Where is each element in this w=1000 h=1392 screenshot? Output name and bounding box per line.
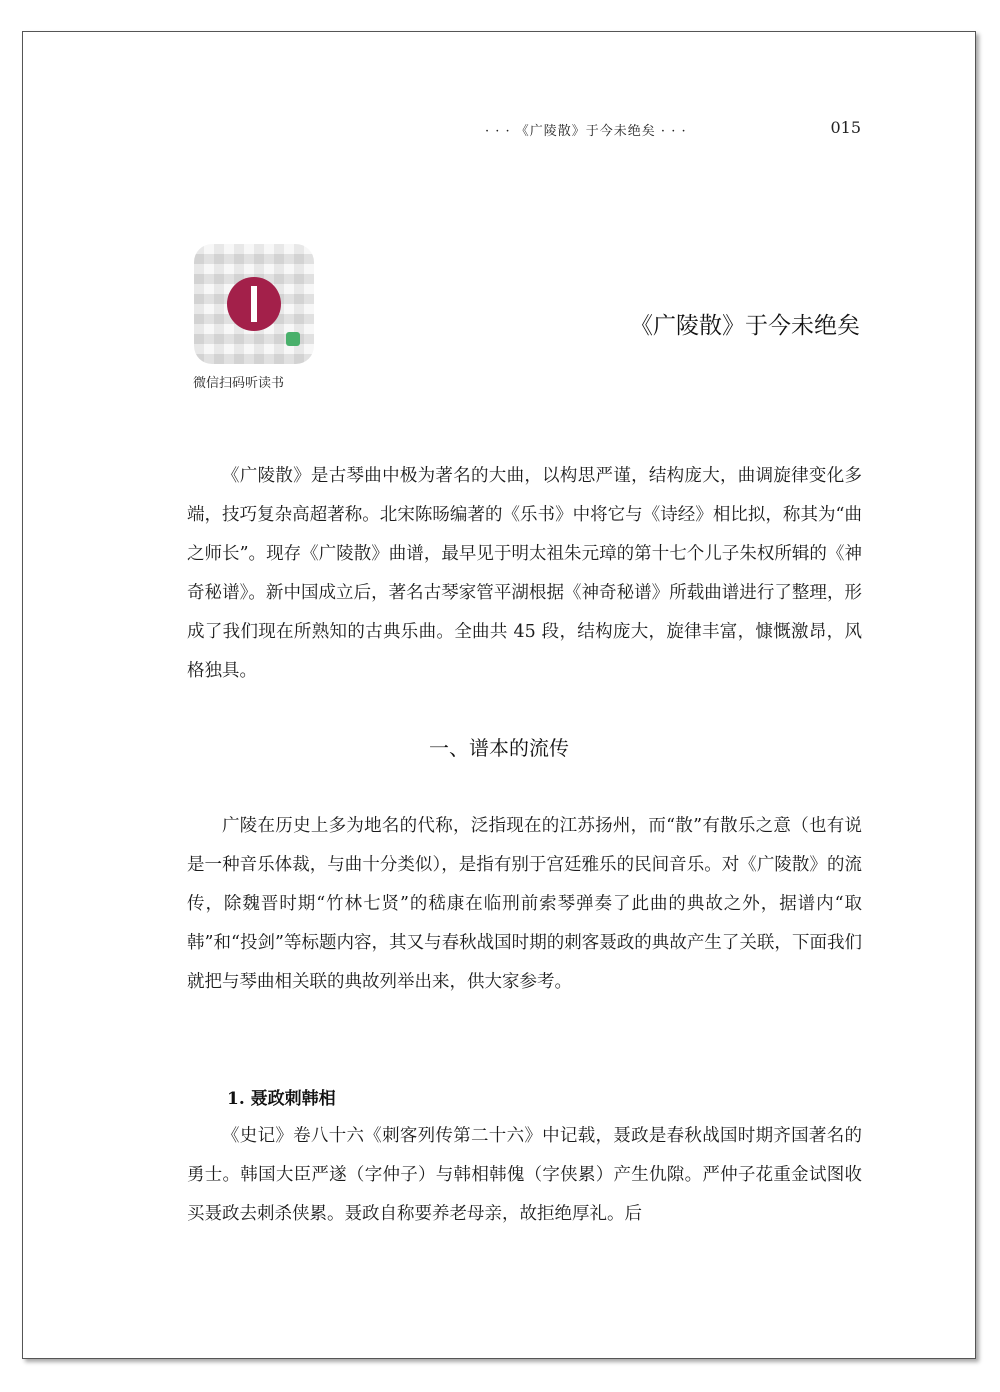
qr-code-icon[interactable] [194, 244, 314, 364]
paragraph-intro: 《广陵散》是古琴曲中极为著名的大曲，以构思严谨，结构庞大，曲调旋律变化多端，技巧复杂高超著称。北宋陈旸编著的《乐书》中将它与《诗经》相比拟，称其为“曲之师长”。现存《广陵散》曲谱，最早见于明太祖朱元璋的第十七个儿子朱权所辑的《神奇秘谱》。新中国成立后，著名古琴家管平湖根据《神奇秘谱》所载曲谱进行了整理，形成了我们现在所熟知的古典乐曲。全曲共 45 段，结构庞大，旋律丰富，慷慨激昂，风格独具。 [187, 466, 862, 681]
book-page [22, 31, 976, 1359]
paragraph-section-1: 广陵在历史上多为地名的代称，泛指现在的江苏扬州，而“散”有散乐之意（也有说是一种音乐体裁，与曲十分类似），是指有别于宫廷雅乐的民间音乐。对《广陵散》的流传，除魏晋时期“竹林七贤”的嵇康在临刑前索琴弹奏了此曲的典故之外，据谱内“取韩”和“投剑”等标题内容，其又与春秋战国时期的刺客聂政的典故产生了关联，下面我们就把与琴曲相关联的典故列举出来，供大家参考。 [187, 816, 862, 992]
page-number: 015 [830, 118, 861, 137]
chapter-title: 《广陵散》于今未绝矣 [630, 313, 860, 339]
running-head: · · · 《广陵散》于今未绝矣 · · · [485, 124, 687, 139]
paragraph-subsection-1: 《史记》卷八十六《刺客列传第二十六》中记载，聂政是春秋战国时期齐国著名的勇士。韩国大臣严遂（字仲子）与韩相韩傀（字侠累）产生仇隙。严仲子花重金试图收买聂政去刺杀侠累。聂政自称要养老母亲，故拒绝厚礼。后 [187, 1126, 862, 1224]
qr-code-block[interactable] [189, 244, 319, 391]
qr-caption: 微信扫码听读书 [193, 376, 285, 391]
qr-logo-icon [227, 277, 281, 331]
wechat-badge-icon [286, 332, 300, 346]
section-heading: 一、谱本的流传 [429, 736, 569, 760]
subsection-heading: 1. 聂政刺韩相 [227, 1089, 336, 1109]
